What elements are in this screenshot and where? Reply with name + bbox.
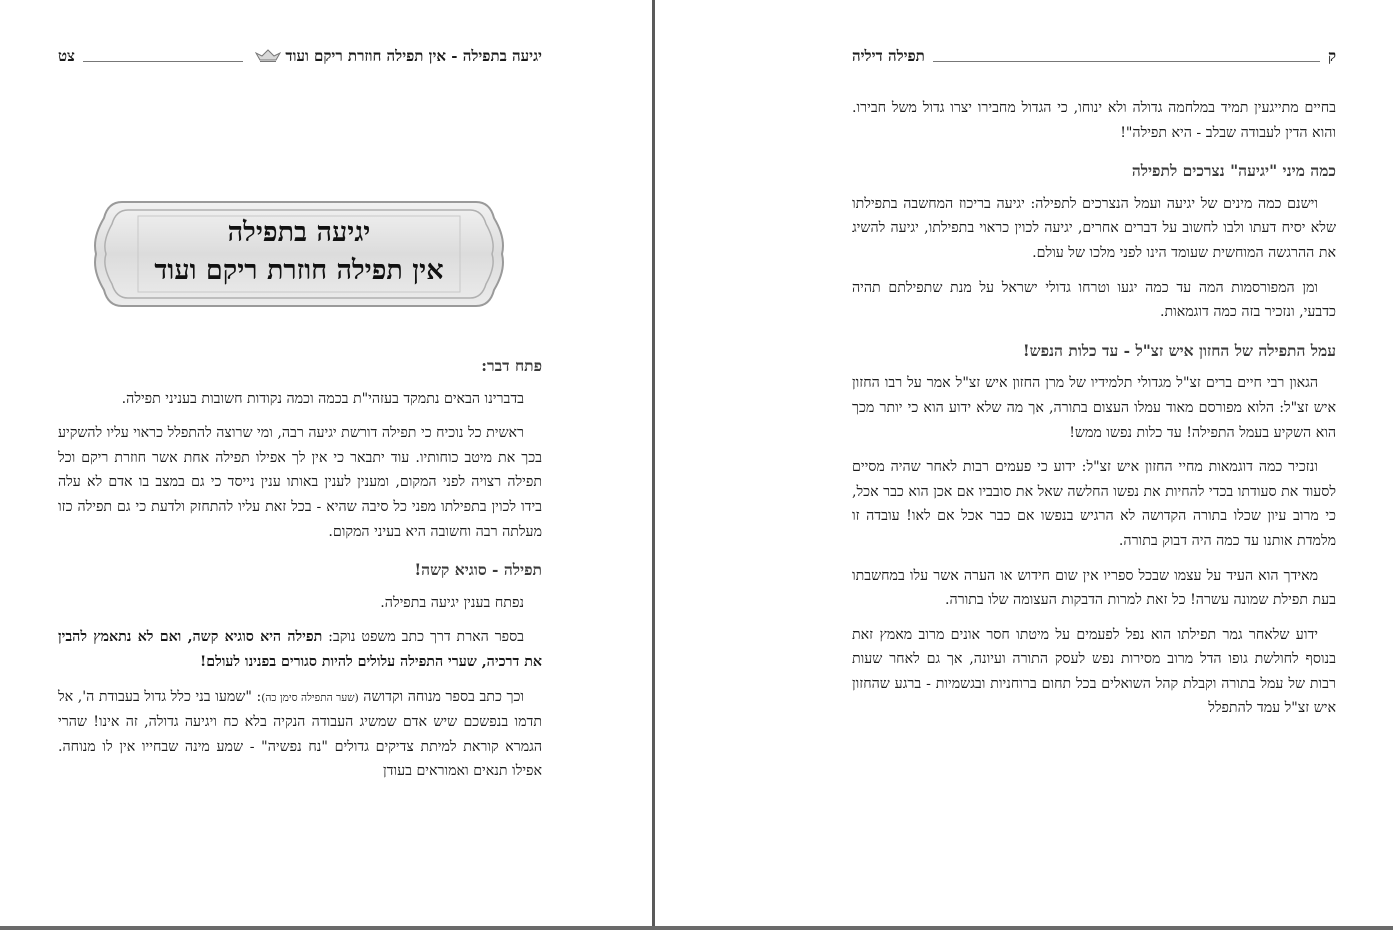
paragraph-2: וישנם כמה מינים של יגיעה ועמל הנצרכים לתפילה: יגיעה בריכוז המחשבה בתפילתו שלא יסיח דעתו ולבו לחשוב על דברים אחרים, יגיעה לכוין כראוי בתפילתו, יגיעה להשיג את ההרגשה המוחשית שעומד הינו לפני מלכו של עולם. <box>852 195 1336 261</box>
chapter-title-line-2: אין תפילה חוזרת ריקם ועוד <box>154 255 444 286</box>
left-page-body <box>58 354 542 794</box>
left-page <box>0 0 652 926</box>
source-reference: (שער התפילה סימן כה) <box>261 691 359 704</box>
paragraph-1: בחיים מתייגעין תמיד במלחמה גדולה ולא ינוחו, כי הגדול מחבירו יצרו גדול משל חבירו. והוא הדין לעבודה שבלב - היא תפילה"! <box>852 100 1336 141</box>
paragraph-6: מאידך הוא העיד על עצמו שבכל ספריו אין שום חידוש או הערה אשר עלו במחשבתו בעת תפילת שמונה עשרה! כל זאת למרות הדבקות העצומה שלו בתורה. <box>852 567 1336 609</box>
header-rule <box>933 61 1320 62</box>
intro-heading: פתח דבר: <box>481 356 542 375</box>
section-paragraph-3 <box>58 685 542 784</box>
chapter-title-line-1: יגיעה בתפילה <box>227 217 371 248</box>
intro-paragraph-1: בדברינו הבאים נתמקד בעזהי"ת בכמה וכמה נקודות חשובות בעניני תפילה. <box>121 390 524 407</box>
left-page-number: צט <box>58 46 75 65</box>
right-page-header <box>852 44 1336 68</box>
header-rule <box>83 61 243 62</box>
heading-1: כמה מיני "יגיעה" נצרכים לתפילה <box>1131 161 1336 181</box>
crown-ornament-icon <box>255 49 281 63</box>
heading-2: עמל התפילה של החזון איש זצ"ל - עד כלות הנפש! <box>1022 340 1336 360</box>
paragraph-4: הגאון רבי חיים ברים זצ"ל מגדולי תלמידיו של מרן החזון איש זצ"ל אמר על רבו החזון איש זצ"ל: הלוא מפורסם מאוד עמלו העצום בתורה, אך מה שלא ידוע הוא כי יותר מכך הוא השקיע בעמל התפילה! עד כלות נפשו ממש! <box>852 375 1336 441</box>
section-heading: תפילה - סוגיא קשה! <box>414 560 542 580</box>
left-page-header <box>58 44 542 68</box>
section-paragraph-2-bold: תפילה היא סוגיא קשה, ואם לא נתאמץ להבין את דרכיה, שערי התפילה עלולים להיות סגורים בפנינו לעולם! <box>58 629 542 670</box>
right-page <box>655 0 1393 926</box>
section-paragraph-2 <box>58 625 542 674</box>
left-page-running-title: יגיעה בתפילה - אין תפילה חוזרת ריקם ועוד <box>285 46 542 65</box>
paragraph-7: ידוע שלאחר גמר תפילתו הוא נפל לפעמים על מיטתו חסר אונים מרוב מאמץ זאת בנוסף לחולשת גופו הדל מרוב מסירות נפש לעסק התורה ועיונה, אך גם לאחר שעות רבות של עמל בתורה וקבלת קהל השואלים בכל תחום ברוחניות ובגשמיות - ברגע שהחזון איש זצ"ל עמד להתפלל <box>852 626 1336 717</box>
page-bottom-edge <box>0 926 1393 930</box>
intro-paragraph-2: ראשית כל נוכיח כי תפילה דורשת יגיעה רבה, ומי שרוצה להתפלל כראוי עליו להשקיע בכך את מיטב כוחותיו. עוד יתבאר כי אין לך אפילו תפילה אחת אשר חוזרת ריקם וכל תפילה רצויה לפני המקום, ומענין לענין באותו ענין נייסד כי גם במצב בו אדם לא עלה בידו לכוין בתפילתו מפני כל סיבה שהיא - בכל זאת עליו להתחזק ולדעת כי גם תפילה כזו מעלתה רבה וחשובה היא בעיני המקום. <box>58 425 542 540</box>
section-paragraph-3-rest: : "שמעו בני כלל גדול בעבודת ה', אל תדמו בנפשכם שיש אדם שמשיג העבודה הנקיה בלא כח ויגיעה גדולה, זה אינו! שהרי הגמרא קוראת למיתת צדיקים גדולים "נח נפשיה" - שמע מינה שבחייו אין לו מנוחה. אפילו תנאים ואמוראים בעודן <box>58 688 542 780</box>
paragraph-5: ונזכיר כמה דוגמאות מחיי החזון איש זצ"ל: ידוע כי פעמים רבות לאחר שהיה מסיים לסעוד את סעודתו בכדי להחיות את נפשו החלשה שאל את סובביו אם אכן הוא כבר אכל, כי מרוב עיון שכלו בתורה הקדושה לא הרגיש בנפשו אם כבר אכל אם לאו! עובדה זו מלמדת אותנו עד כמה היה דבוק בתורה. <box>852 459 1336 549</box>
section-paragraph-3-start: וכך כתב בספר מנוחה וקדושה <box>358 688 525 705</box>
right-page-body <box>852 96 1336 731</box>
chapter-title <box>92 214 506 290</box>
right-page-running-title: תפילה דיליה <box>852 46 925 65</box>
section-paragraph-2-start: בספר הארת דרך כתב משפט נוקב: <box>322 629 525 646</box>
right-page-number: ק <box>1327 46 1336 65</box>
paragraph-3: ומן המפורסמות המה עד כמה יגעו וטרחו גדולי ישראל על מנת שתפילתם תהיה כדבעי, ונזכיר בזה כמה דוגמאות. <box>852 279 1336 321</box>
section-paragraph-1: נפתח בענין יגיעה בתפילה. <box>380 594 524 611</box>
